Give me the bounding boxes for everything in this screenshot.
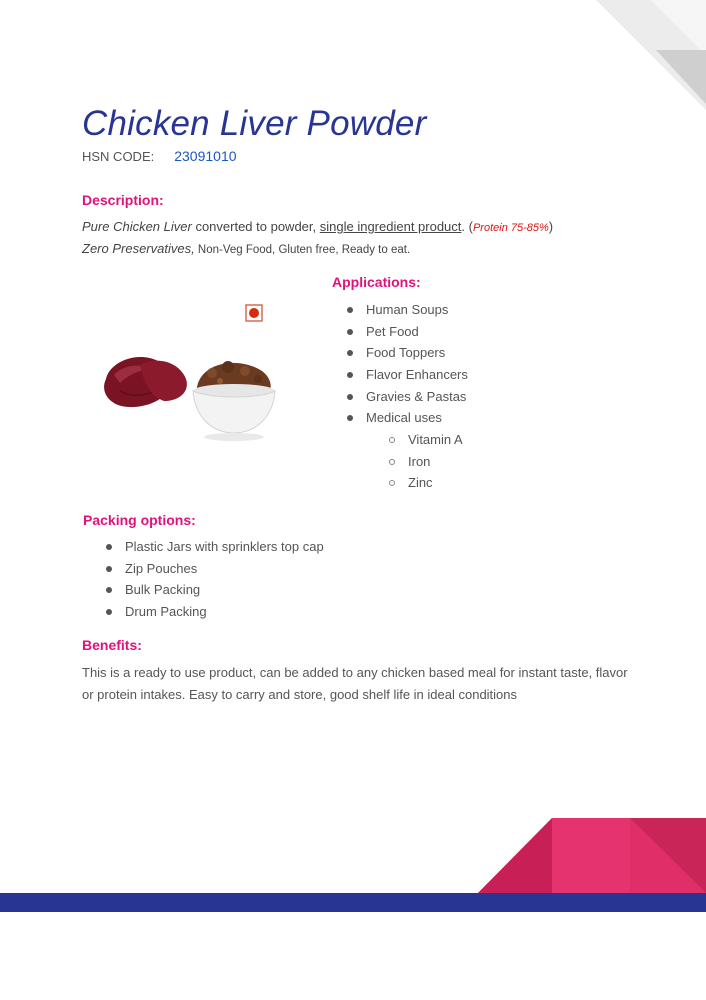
benefits-heading: Benefits: [82, 637, 142, 653]
list-item: Plastic Jars with sprinklers top cap [125, 536, 324, 558]
protein-range: Protein 75-85% [472, 222, 549, 234]
list-item: Medical uses [366, 407, 468, 429]
description-line-2: Zero Preservatives, Non-Veg Food, Gluten free, Ready to eat. [82, 241, 411, 256]
list-item: Pet Food [366, 321, 468, 343]
hsn-value: 23091010 [174, 148, 237, 164]
list-item: Zip Pouches [125, 558, 324, 580]
corner-triangle-decoration [596, 0, 706, 110]
medical-uses-sublist [408, 429, 463, 494]
list-item: Zinc [408, 472, 463, 494]
list-item: Human Soups [366, 299, 468, 321]
applications-list [366, 299, 468, 429]
footer-decoration [0, 815, 706, 915]
list-item: Bulk Packing [125, 579, 324, 601]
benefits-text: This is a ready to use product, can be added to any chicken based meal for instant taste, flavor or protein intakes. Easy to carry and store, good shelf life in ideal conditions [82, 665, 628, 702]
hsn-label: HSN CODE: [82, 149, 155, 164]
page-title: Chicken Liver Powder [82, 104, 427, 143]
description-line-1: Pure Chicken Liver converted to powder, single ingredient product. (Protein 75-85%) [82, 219, 554, 234]
list-item: Drum Packing [125, 601, 324, 623]
list-item: Gravies & Pastas [366, 386, 468, 408]
description-heading: Description: [82, 192, 164, 208]
applications-heading: Applications: [332, 274, 421, 290]
packing-heading: Packing options: [83, 512, 196, 528]
list-item: Vitamin A [408, 429, 463, 451]
hsn-code [82, 148, 237, 164]
packing-list [125, 536, 324, 623]
chicken-liver-bowl-image [100, 345, 280, 445]
non-veg-food-icon [245, 304, 263, 322]
list-item: Flavor Enhancers [366, 364, 468, 386]
list-item: Food Toppers [366, 342, 468, 364]
list-item: Iron [408, 451, 463, 473]
